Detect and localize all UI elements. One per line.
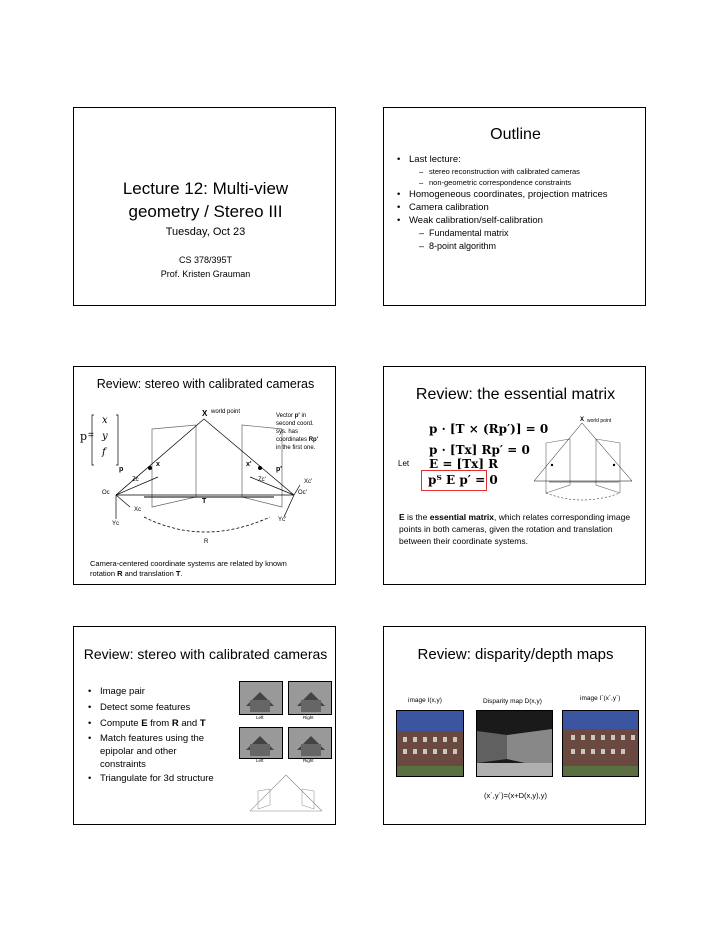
right-label-top: Right <box>303 715 314 720</box>
label-Oc-prime: Oc' <box>298 490 307 496</box>
world-point-X-2: X <box>580 417 585 423</box>
caption-text-3: and translation <box>122 569 176 578</box>
step-5: • Triangulate for 3d structure <box>88 771 228 787</box>
course-code: CS 378/395T <box>178 255 233 265</box>
label-Zc: Zc <box>132 477 139 483</box>
caption-text-4: . <box>180 569 183 578</box>
outline-sub-4: – 8-point algorithm <box>419 240 642 253</box>
disparity-map-photo <box>476 710 553 777</box>
equation-2: p · [Tx] Rp′ = 0 <box>429 443 530 457</box>
step-1: • Image pair <box>88 684 228 700</box>
slide5-title: Review: stereo with calibrated cameras <box>83 646 328 662</box>
label-x-prime: x' <box>246 461 252 468</box>
left-image-photo <box>396 710 464 777</box>
image-pair-right-bottom <box>288 727 332 759</box>
step-3-R: R <box>171 718 179 729</box>
vec-note-text-2: in <box>299 413 307 419</box>
label-Xc-prime: Xc' <box>304 479 313 485</box>
vec-note-text-5: coordinates <box>276 437 309 443</box>
caption-text-2: rotation <box>90 569 118 578</box>
desc-E: E <box>399 512 405 522</box>
outline-sub-2: – non-geometric correspondence constraints <box>419 177 642 188</box>
slide-stereo-steps <box>73 626 336 825</box>
slide-disparity-maps <box>383 626 646 825</box>
vec-note-rp: Rp' <box>308 437 319 443</box>
slide6-title: Review: disparity/depth maps <box>417 646 614 663</box>
world-point-label-2: world point <box>587 418 612 424</box>
desc-essential-matrix: essential matrix <box>429 512 494 522</box>
disparity-formula: (x´,y´)=(x+D(x,y),y) <box>484 791 547 800</box>
caption-T: T <box>175 569 181 578</box>
label-Yc: Yc <box>112 521 120 527</box>
outline-sub-3: – Fundamental matrix <box>419 227 642 240</box>
step-3-text-b: from <box>147 718 172 729</box>
step-4-text-b: epipolar and other <box>100 746 177 757</box>
slide3-title: Review: stereo with calibrated cameras <box>96 377 315 391</box>
step-3 <box>88 716 228 732</box>
outline-bullet-4: • Weak calibration/self-calibration <box>397 214 642 227</box>
outline-title: Outline <box>490 126 541 143</box>
outline-bullet-3: • Camera calibration <box>397 201 642 214</box>
let-label: Let <box>398 459 410 468</box>
label-Zc-prime: Zc' <box>258 477 266 483</box>
right-image-photo <box>562 710 639 777</box>
essential-matrix-diagram <box>524 415 642 505</box>
left-label-top: Left <box>256 715 264 720</box>
step-3-E: E <box>141 718 148 729</box>
vec-note-text-1: Vector <box>276 413 295 419</box>
desc-text-2: , which relates corresponding image points in both cameras, given the rotation and translation between their coordinate systems. <box>399 512 631 546</box>
vec-note-text-3: second coord. <box>276 421 314 427</box>
step-3-text-c: and <box>178 718 200 729</box>
label-image-I-prime: image I´(x´,y´) <box>580 695 621 702</box>
desc-text-1: is the <box>404 512 430 522</box>
steps-list <box>88 684 228 787</box>
professor-name: Prof. Kristen Grauman <box>160 269 251 279</box>
image-pair-left-top <box>239 681 283 715</box>
label-R: R <box>204 539 209 545</box>
slide-outline <box>383 107 646 306</box>
label-disparity-map: Disparity map D(x,y) <box>483 698 542 705</box>
step-4-text-c: constraints <box>100 759 146 770</box>
slide4-title: Review: the essential matrix <box>415 386 616 403</box>
left-label-bottom: Left <box>256 758 264 763</box>
lecture-date: Tuesday, Oct 23 <box>165 226 246 238</box>
label-x: x <box>156 461 160 468</box>
step-3-text-a: Compute <box>100 718 142 729</box>
vec-note-text-6: in the first one. <box>276 445 316 451</box>
right-label-bottom: Right <box>303 758 314 763</box>
step-3-T: T <box>199 718 206 729</box>
world-point-X: X <box>202 409 208 418</box>
step-4 <box>88 732 228 771</box>
equation-1: p · [T × (Rp′)] = 0 <box>429 422 549 436</box>
vector-y: y <box>102 431 108 442</box>
slide-title <box>73 107 336 306</box>
outline-sub-1: – stereo reconstruction with calibrated cameras <box>419 166 642 177</box>
image-pair-left-bottom <box>239 727 283 759</box>
label-T: T <box>202 498 207 505</box>
equation-3: E = [Tx] R <box>429 457 499 471</box>
stereo-geometry-diagram <box>74 367 337 586</box>
step-2: • Detect some features <box>88 700 228 716</box>
vector-f: f <box>102 447 106 458</box>
vec-note-text-4: sys. has <box>276 429 299 435</box>
vec-note-p: p' <box>294 413 300 419</box>
label-p-prime: p' <box>276 466 282 473</box>
essential-matrix-description <box>399 511 639 547</box>
label-Xc: Xc <box>134 507 142 513</box>
label-Oc: Oc <box>102 490 110 496</box>
outline-bullet-1: • Last lecture: <box>397 153 642 166</box>
slide-review-stereo-diagram <box>73 366 336 585</box>
label-Yc-prime: Yc' <box>278 517 287 523</box>
caption-text-1: Camera-centered coordinate systems are related by known <box>90 559 287 568</box>
label-p: p <box>119 466 124 473</box>
triangulation-diagram <box>242 771 330 821</box>
step-4-text-a: Match features using the <box>100 733 205 744</box>
label-image-I: image I(x,y) <box>408 697 442 704</box>
caption-R: R <box>117 569 123 578</box>
slide3-caption <box>90 559 330 579</box>
equation-4: pᵀ E p′ = 0 <box>428 473 498 487</box>
vector-note <box>276 412 336 452</box>
vector-eq-sign: = <box>88 430 94 441</box>
vector-p-symbol: p <box>80 430 88 443</box>
vector-x: x <box>102 415 108 426</box>
world-point-label: world point <box>211 409 241 415</box>
outline-bullet-2: • Homogeneous coordinates, projection matrices <box>397 188 642 201</box>
slide-essential-matrix <box>383 366 646 585</box>
lecture-title-line2: geometry / Stereo III <box>128 202 283 221</box>
image-pair-right-top <box>288 681 332 715</box>
outline-list <box>397 153 642 253</box>
lecture-title-line1: Lecture 12: Multi-view <box>122 179 289 198</box>
